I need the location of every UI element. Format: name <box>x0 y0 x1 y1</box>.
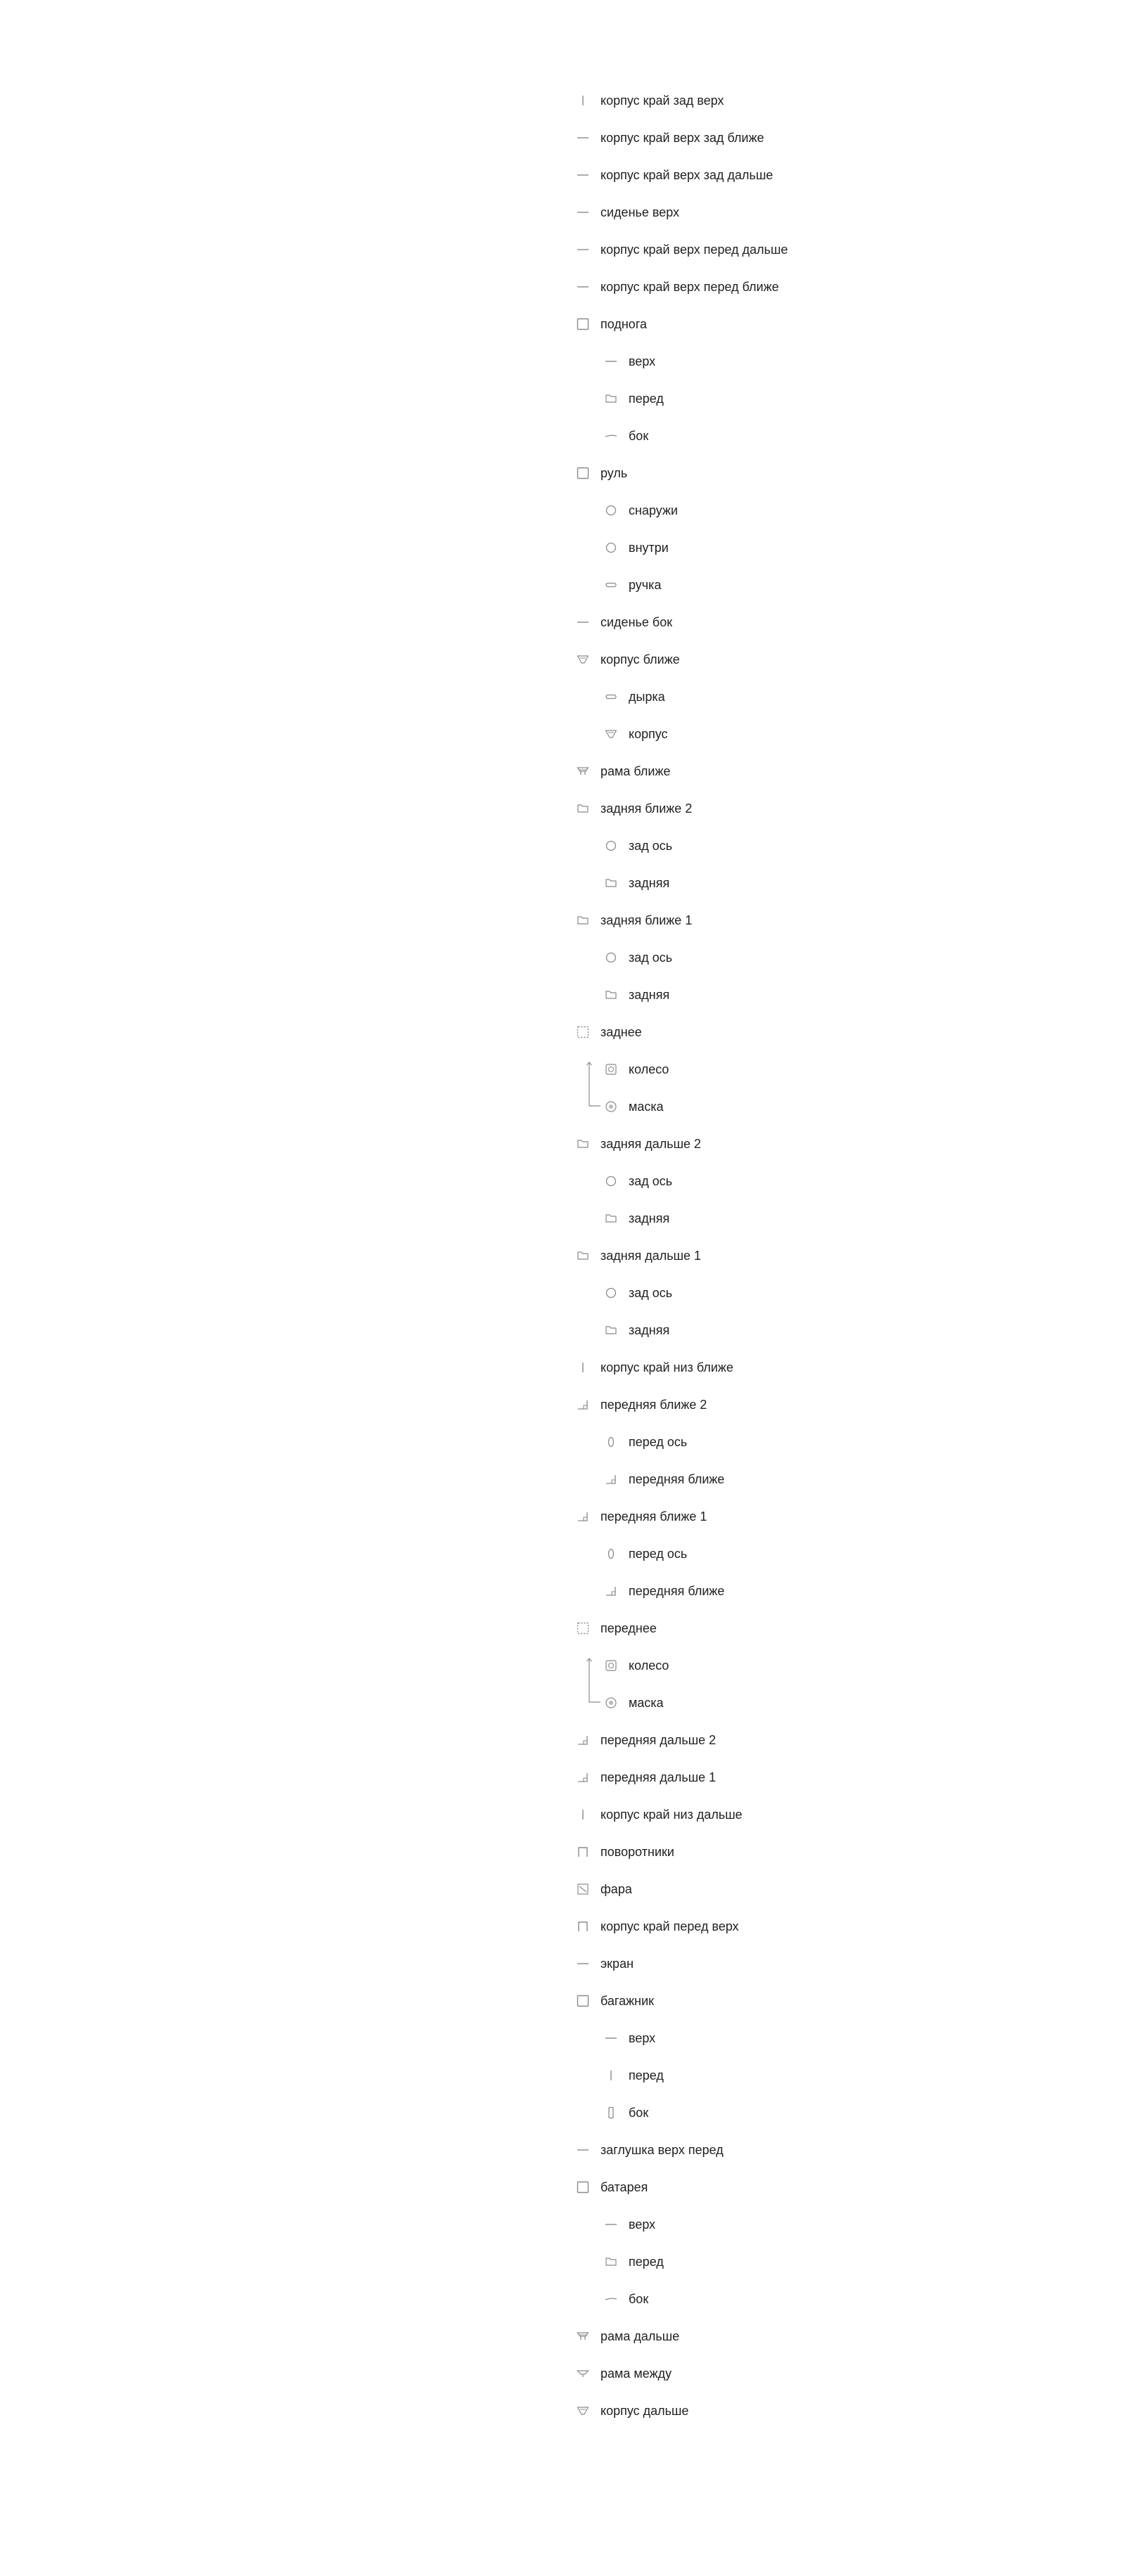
dashed-frame-icon <box>575 1621 591 1636</box>
layer-row[interactable] <box>575 715 941 752</box>
layer-label: задняя <box>629 1322 670 1337</box>
layer-row[interactable] <box>575 156 941 193</box>
tall-ellipse-icon <box>603 1546 619 1561</box>
vertical-line-icon <box>575 1360 591 1375</box>
layer-label: перед ось <box>629 1434 688 1449</box>
layer-row[interactable] <box>575 1870 941 1907</box>
layer-row[interactable] <box>575 305 941 342</box>
mask-connector-icon <box>575 1684 603 1703</box>
layers-panel <box>575 82 941 2429</box>
vector-corner-icon <box>603 1583 619 1599</box>
horizontal-line-icon <box>603 2217 619 2232</box>
horizontal-line-icon <box>603 354 619 369</box>
vector-corner-icon <box>575 1509 591 1524</box>
vector-folder-icon <box>575 801 591 816</box>
vector-arch-icon <box>575 1844 591 1860</box>
vertical-line-icon <box>575 1807 591 1822</box>
layer-label: сиденье верх <box>600 205 680 219</box>
ellipse-icon <box>603 540 619 555</box>
layer-row[interactable] <box>575 752 941 790</box>
layer-row[interactable] <box>575 380 941 417</box>
vector-arch-icon <box>575 1919 591 1934</box>
dashed-frame-icon <box>575 1024 591 1040</box>
layer-row[interactable] <box>575 1684 941 1721</box>
tall-rect-icon <box>603 2105 619 2120</box>
horizontal-line-icon <box>575 2142 591 2158</box>
layer-row[interactable] <box>575 678 941 715</box>
masked-square-icon <box>603 1062 619 1077</box>
layer-row[interactable] <box>575 1535 941 1572</box>
vector-folder-icon <box>603 987 619 1003</box>
group-icon <box>575 316 591 332</box>
layer-label: руль <box>600 465 628 480</box>
layer-label: задняя <box>629 987 670 1002</box>
layer-label: дырка <box>629 689 665 704</box>
layer-row[interactable] <box>575 193 941 231</box>
layer-row[interactable] <box>575 231 941 268</box>
layer-label: корпус ближе <box>600 652 680 666</box>
layer-row[interactable] <box>575 566 941 603</box>
layer-row[interactable] <box>575 268 941 305</box>
ellipse-icon <box>603 503 619 518</box>
horizontal-line-icon <box>603 2030 619 2046</box>
layer-label: сиденье бок <box>600 614 673 629</box>
layer-label: багажник <box>600 1993 654 2008</box>
horizontal-line-icon <box>575 242 591 257</box>
layer-row[interactable] <box>575 1013 941 1050</box>
layer-label: зад ось <box>629 1173 673 1188</box>
vector-folder-icon <box>603 1211 619 1226</box>
tall-ellipse-icon <box>603 1434 619 1450</box>
vector-trapezoid-icon <box>603 726 619 742</box>
vector-folder-icon <box>603 1322 619 1338</box>
layer-label: заднее <box>600 1024 642 1039</box>
layer-row[interactable] <box>575 2243 941 2280</box>
layer-row[interactable] <box>575 119 941 156</box>
layer-label: корпус край перед верх <box>600 1919 739 1933</box>
group-icon <box>575 1993 591 2009</box>
vector-folder-icon <box>603 2254 619 2269</box>
layer-label: колесо <box>629 1062 669 1076</box>
vector-corner-icon <box>575 1732 591 1748</box>
layer-row[interactable] <box>575 417 941 454</box>
vertical-line-icon <box>575 93 591 108</box>
layer-row[interactable] <box>575 2280 941 2317</box>
layer-row[interactable] <box>575 827 941 864</box>
vector-corner-icon <box>603 1471 619 1487</box>
layer-row[interactable] <box>575 1907 941 1945</box>
layer-row[interactable] <box>575 2355 941 2392</box>
layer-label: корпус дальше <box>600 2403 689 2418</box>
layer-label: корпус край верх перед дальше <box>600 242 788 257</box>
layer-label: перед <box>629 391 664 406</box>
layer-label: корпус край низ дальше <box>600 1807 742 1822</box>
ellipse-icon <box>603 838 619 854</box>
layer-label: маска <box>629 1695 664 1710</box>
slanted-line-icon <box>603 428 619 444</box>
layer-label: поворотники <box>600 1844 674 1859</box>
layer-label: зад ось <box>629 1285 673 1300</box>
layer-label: переднее <box>600 1621 657 1635</box>
layer-row[interactable] <box>575 454 941 491</box>
layer-row[interactable] <box>575 1609 941 1647</box>
ellipse-icon <box>603 1173 619 1189</box>
layer-label: внутри <box>629 540 669 555</box>
layer-label: экран <box>600 1956 634 1971</box>
horizontal-line-icon <box>575 130 591 146</box>
layer-row[interactable] <box>575 1199 941 1237</box>
layer-label: снаружи <box>629 503 679 517</box>
layer-row[interactable] <box>575 1088 941 1125</box>
vector-folder-icon <box>575 1248 591 1263</box>
layer-label: зад ось <box>629 838 673 853</box>
layer-row[interactable] <box>575 1572 941 1609</box>
layer-label: задняя ближе 2 <box>600 801 693 816</box>
group-icon <box>575 465 591 481</box>
vector-folder-icon <box>603 391 619 406</box>
vector-frame-icon <box>575 764 591 779</box>
layer-row[interactable] <box>575 1050 941 1088</box>
vector-frame-small-icon <box>575 2366 591 2381</box>
pill-icon <box>603 689 619 704</box>
layer-label: задняя <box>629 1211 670 1225</box>
layer-label: бок <box>629 2105 649 2120</box>
layer-label: перед <box>629 2254 664 2269</box>
pill-icon <box>603 577 619 593</box>
layer-row[interactable] <box>575 901 941 939</box>
layer-row[interactable] <box>575 1423 941 1460</box>
layer-label: маска <box>629 1099 664 1114</box>
horizontal-line-icon <box>575 205 591 220</box>
horizontal-line-icon <box>575 167 591 183</box>
vector-folder-icon <box>575 913 591 928</box>
vector-folder-icon <box>575 1136 591 1152</box>
layer-label: верх <box>629 2217 656 2232</box>
layer-label: колесо <box>629 1658 669 1673</box>
vertical-line-icon <box>603 2068 619 2083</box>
layer-row[interactable] <box>575 342 941 380</box>
layer-row[interactable] <box>575 2317 941 2355</box>
vector-trapezoid-icon <box>575 2403 591 2419</box>
layer-label: верх <box>629 354 656 368</box>
vector-frame-icon <box>575 2329 591 2344</box>
layer-row[interactable] <box>575 1237 941 1274</box>
layer-row[interactable] <box>575 529 941 566</box>
layer-row[interactable] <box>575 1647 941 1684</box>
layer-label: передняя ближе 1 <box>600 1509 707 1524</box>
layer-label: задняя <box>629 875 670 890</box>
layer-label: рама между <box>600 2366 672 2381</box>
mask-icon <box>603 1695 619 1711</box>
layer-label: задняя дальше 2 <box>600 1136 702 1151</box>
layer-label: бок <box>629 428 649 443</box>
layer-label: ручка <box>629 577 662 592</box>
layer-row[interactable] <box>575 640 941 678</box>
layer-row[interactable] <box>575 1348 941 1386</box>
masked-square-icon <box>603 1658 619 1673</box>
layer-label: передняя ближе <box>629 1583 725 1598</box>
layer-label: передняя ближе <box>629 1471 725 1486</box>
mask-arrow-icon <box>575 1060 603 1088</box>
layer-row[interactable] <box>575 939 941 976</box>
layer-row[interactable] <box>575 82 941 119</box>
layer-row[interactable] <box>575 976 941 1013</box>
horizontal-line-icon <box>575 279 591 295</box>
layer-label: верх <box>629 2030 656 2045</box>
layer-label: заглушка верх перед <box>600 2142 724 2157</box>
layer-label: передняя дальше 1 <box>600 1770 716 1784</box>
layer-row[interactable] <box>575 1796 941 1833</box>
slanted-line-icon <box>603 2291 619 2307</box>
vector-corner-icon <box>575 1397 591 1412</box>
layer-row[interactable] <box>575 2094 941 2131</box>
layer-row[interactable] <box>575 2168 941 2205</box>
layer-label: задняя ближе 1 <box>600 913 693 927</box>
layer-row[interactable] <box>575 2056 941 2094</box>
layer-label: бок <box>629 2291 649 2306</box>
layer-row[interactable] <box>575 2019 941 2056</box>
horizontal-line-icon <box>575 1956 591 1971</box>
layer-label: задняя дальше 1 <box>600 1248 702 1263</box>
layer-label: корпус край верх перед ближе <box>600 279 779 294</box>
layer-row[interactable] <box>575 1460 941 1498</box>
layer-label: корпус край верх зад дальше <box>600 167 773 182</box>
layer-label: рама дальше <box>600 2329 680 2343</box>
layer-label: корпус <box>629 726 668 741</box>
layer-row[interactable] <box>575 1721 941 1758</box>
layer-label: фара <box>600 1881 632 1896</box>
layer-row[interactable] <box>575 1386 941 1423</box>
horizontal-line-icon <box>575 614 591 630</box>
layer-label: корпус край низ ближе <box>600 1360 733 1374</box>
layer-row[interactable] <box>575 1274 941 1311</box>
layer-label: зад ось <box>629 950 673 965</box>
layer-label: перед ось <box>629 1546 688 1561</box>
vector-trapezoid-icon <box>575 652 591 667</box>
layer-row[interactable] <box>575 1982 941 2019</box>
layer-label: перед <box>629 2068 664 2082</box>
layer-row[interactable] <box>575 1162 941 1199</box>
group-icon <box>575 2179 591 2195</box>
vector-light-icon <box>575 1881 591 1897</box>
vector-corner-icon <box>575 1770 591 1785</box>
layer-label: корпус край зад верх <box>600 93 724 108</box>
layer-row[interactable] <box>575 2131 941 2168</box>
layer-row[interactable] <box>575 790 941 827</box>
layer-label: поднога <box>600 316 647 331</box>
ellipse-icon <box>603 1285 619 1301</box>
layer-row[interactable] <box>575 1311 941 1348</box>
vector-folder-icon <box>603 875 619 891</box>
layer-row[interactable] <box>575 864 941 901</box>
layer-row[interactable] <box>575 603 941 640</box>
layer-label: рама ближе <box>600 764 671 778</box>
layer-label: передняя дальше 2 <box>600 1732 716 1747</box>
layer-row[interactable] <box>575 1125 941 1162</box>
layer-row[interactable] <box>575 2392 941 2429</box>
layer-row[interactable] <box>575 491 941 529</box>
layer-row[interactable] <box>575 1945 941 1982</box>
layer-row[interactable] <box>575 1498 941 1535</box>
layer-label: передняя ближе 2 <box>600 1397 707 1412</box>
ellipse-icon <box>603 950 619 965</box>
layer-row[interactable] <box>575 1833 941 1870</box>
mask-icon <box>603 1099 619 1114</box>
layer-label: корпус край верх зад ближе <box>600 130 764 145</box>
layer-label: батарея <box>600 2179 648 2194</box>
mask-arrow-icon <box>575 1656 603 1684</box>
mask-connector-icon <box>575 1088 603 1107</box>
layer-row[interactable] <box>575 1758 941 1796</box>
layer-row[interactable] <box>575 2205 941 2243</box>
